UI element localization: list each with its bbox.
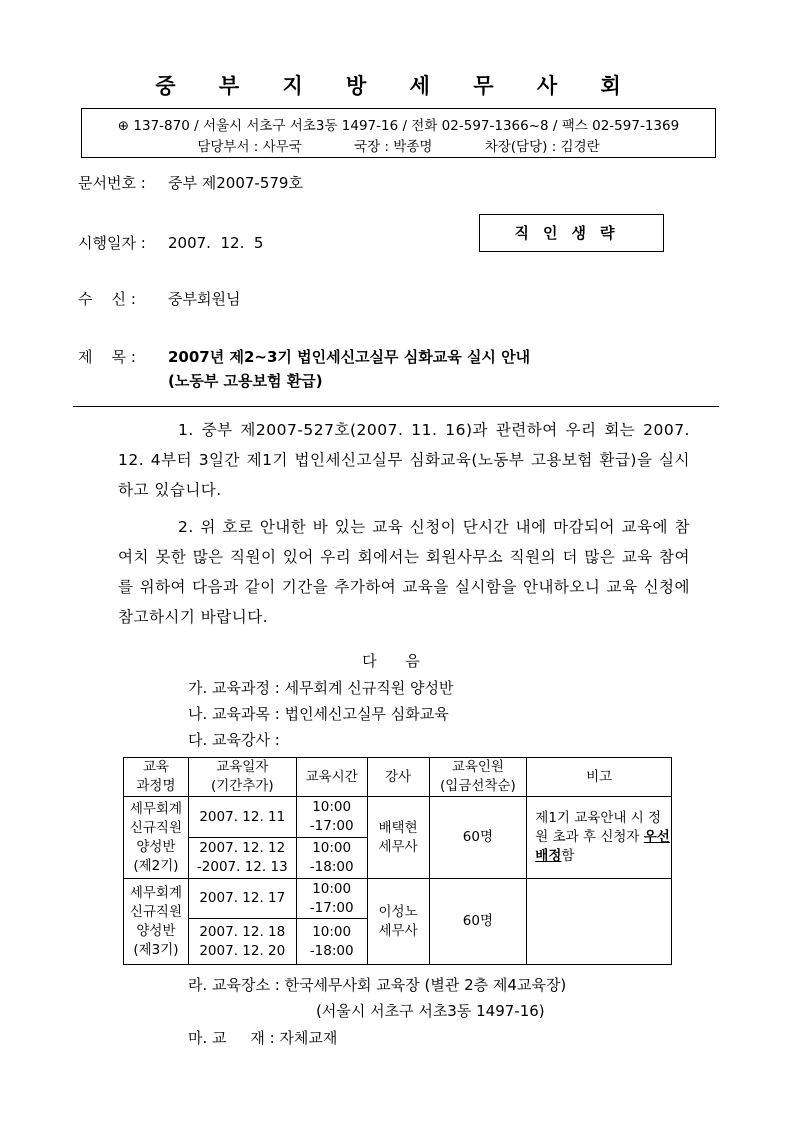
header-cell: 교육 과정명 [124, 758, 189, 797]
date-cell: 2007. 12. 17 [188, 879, 296, 919]
date-cell: 2007. 12. 12 -2007. 12. 13 [188, 838, 296, 879]
time-cell: 10:00 -17:00 [296, 879, 367, 919]
paragraph-2-text: 위 호로 안내한 바 있는 교육 신청이 단시간 내에 마감되어 교육에 참여치 못한 많은 직원이 있어 우리 회에서는 회원사무소 직원의 더 많은 교육 참여를 위하여 다음과 같이 기간을 추가하여 교육을 실시함을 안내하오니 교육 신청에 참고하시기 바랍니다. [118, 518, 690, 626]
header-cell: 비고 [527, 758, 672, 797]
paragraph-2 [118, 512, 690, 632]
date-cell: 2007. 12. 18 2007. 12. 20 [188, 919, 296, 965]
time-cell: 10:00 -17:00 [296, 797, 367, 838]
note-cell [527, 797, 672, 879]
paragraph-1 [118, 415, 690, 505]
deputy: 차장(담당) : 김경란 [484, 139, 600, 155]
subject-label: 제 목 : [78, 348, 136, 366]
details-heading: 다 음 [362, 652, 432, 670]
address-line [82, 114, 715, 134]
recipient-row [78, 288, 240, 309]
staff-line [82, 135, 715, 155]
date-label: 시행일자 : [78, 234, 146, 252]
recipient: 중부회원님 [168, 290, 241, 308]
date-cell: 2007. 12. 11 [188, 797, 296, 838]
recipient-label: 수 신 : [78, 290, 136, 308]
table-row [124, 797, 672, 838]
postal-mark-icon: ⊕ [117, 118, 130, 134]
item-instructor: 다. 교육강사 : [188, 731, 280, 749]
header-cell: 강사 [367, 758, 429, 797]
doc-number: 중부 제2007-579호 [168, 174, 303, 192]
instructor-cell: 이성노 세무사 [367, 879, 429, 965]
item-venue: 라. 교육장소 : 한국세무사회 교육장 (별관 2층 제4교육장) [188, 976, 567, 994]
note-text: 제1기 교육안내 시 정원 초과 후 신청자 [535, 810, 662, 845]
header-cell: 교육시간 [296, 758, 367, 797]
paragraph-1-text: 중부 제2007-527호(2007. 11. 16)과 관련하여 우리 회는 2007. 12. 4부터 3일간 제1기 법인세신고실무 심화교육(노동부 고용보험 환급)을 실시하고 있습니다. [118, 421, 690, 499]
capacity-cell: 60명 [429, 879, 527, 965]
note-suffix: 함 [561, 848, 575, 864]
doc-number-label: 문서번호 : [78, 174, 146, 192]
director: 국장 : 박종명 [354, 139, 433, 155]
seal-omitted-box: 직인생략 [479, 214, 664, 252]
divider [73, 406, 719, 407]
paragraph-1-number: 1. [178, 421, 194, 439]
note-emphasis: 우선 배정 [535, 829, 670, 864]
header-cell: 교육일자 (기간추가) [188, 758, 296, 797]
capacity-cell: 60명 [429, 797, 527, 879]
instructor-cell: 배택현 세무사 [367, 797, 429, 879]
table-header-row [124, 758, 672, 797]
course-cell: 세무회계 신규직원 양성반 (제3기) [124, 879, 189, 965]
doc-number-row [78, 172, 303, 193]
paragraph-2-number: 2. [178, 518, 194, 536]
item-materials: 마. 교 재 : 자체교재 [188, 1029, 338, 1047]
contact-box [81, 108, 716, 158]
subject-line-2: (노동부 고용보험 환급) [168, 372, 323, 390]
department: 담당부서 : 사무국 [197, 139, 302, 155]
time-cell: 10:00 -18:00 [296, 838, 367, 879]
table-row [124, 879, 672, 919]
subject-row [78, 346, 530, 367]
time-cell: 10:00 -18:00 [296, 919, 367, 965]
course-cell: 세무회계 신규직원 양성반 (제2기) [124, 797, 189, 879]
organization-title: 중 부 지 방 세 무 사 회 [155, 74, 639, 98]
note-cell [527, 879, 672, 965]
address-text: 137-870 / 서울시 서초구 서초3동 1497-16 / 전화 02-597-1366~8 / 팩스 02-597-1369 [133, 118, 680, 134]
date-row [78, 232, 263, 253]
item-venue-address: (서울시 서초구 서초3동 1497-16) [316, 1002, 545, 1020]
item-subject: 나. 교육과목 : 법인세신고실무 심화교육 [188, 705, 449, 723]
item-course: 가. 교육과정 : 세무회계 신규직원 양성반 [188, 679, 454, 697]
subject-line-1: 2007년 제2~3기 법인세신고실무 심화교육 실시 안내 [168, 348, 531, 366]
schedule-table [123, 757, 672, 965]
issue-date: 2007. 12. 5 [168, 234, 264, 252]
header-cell: 교육인원 (입금선착순) [429, 758, 527, 797]
